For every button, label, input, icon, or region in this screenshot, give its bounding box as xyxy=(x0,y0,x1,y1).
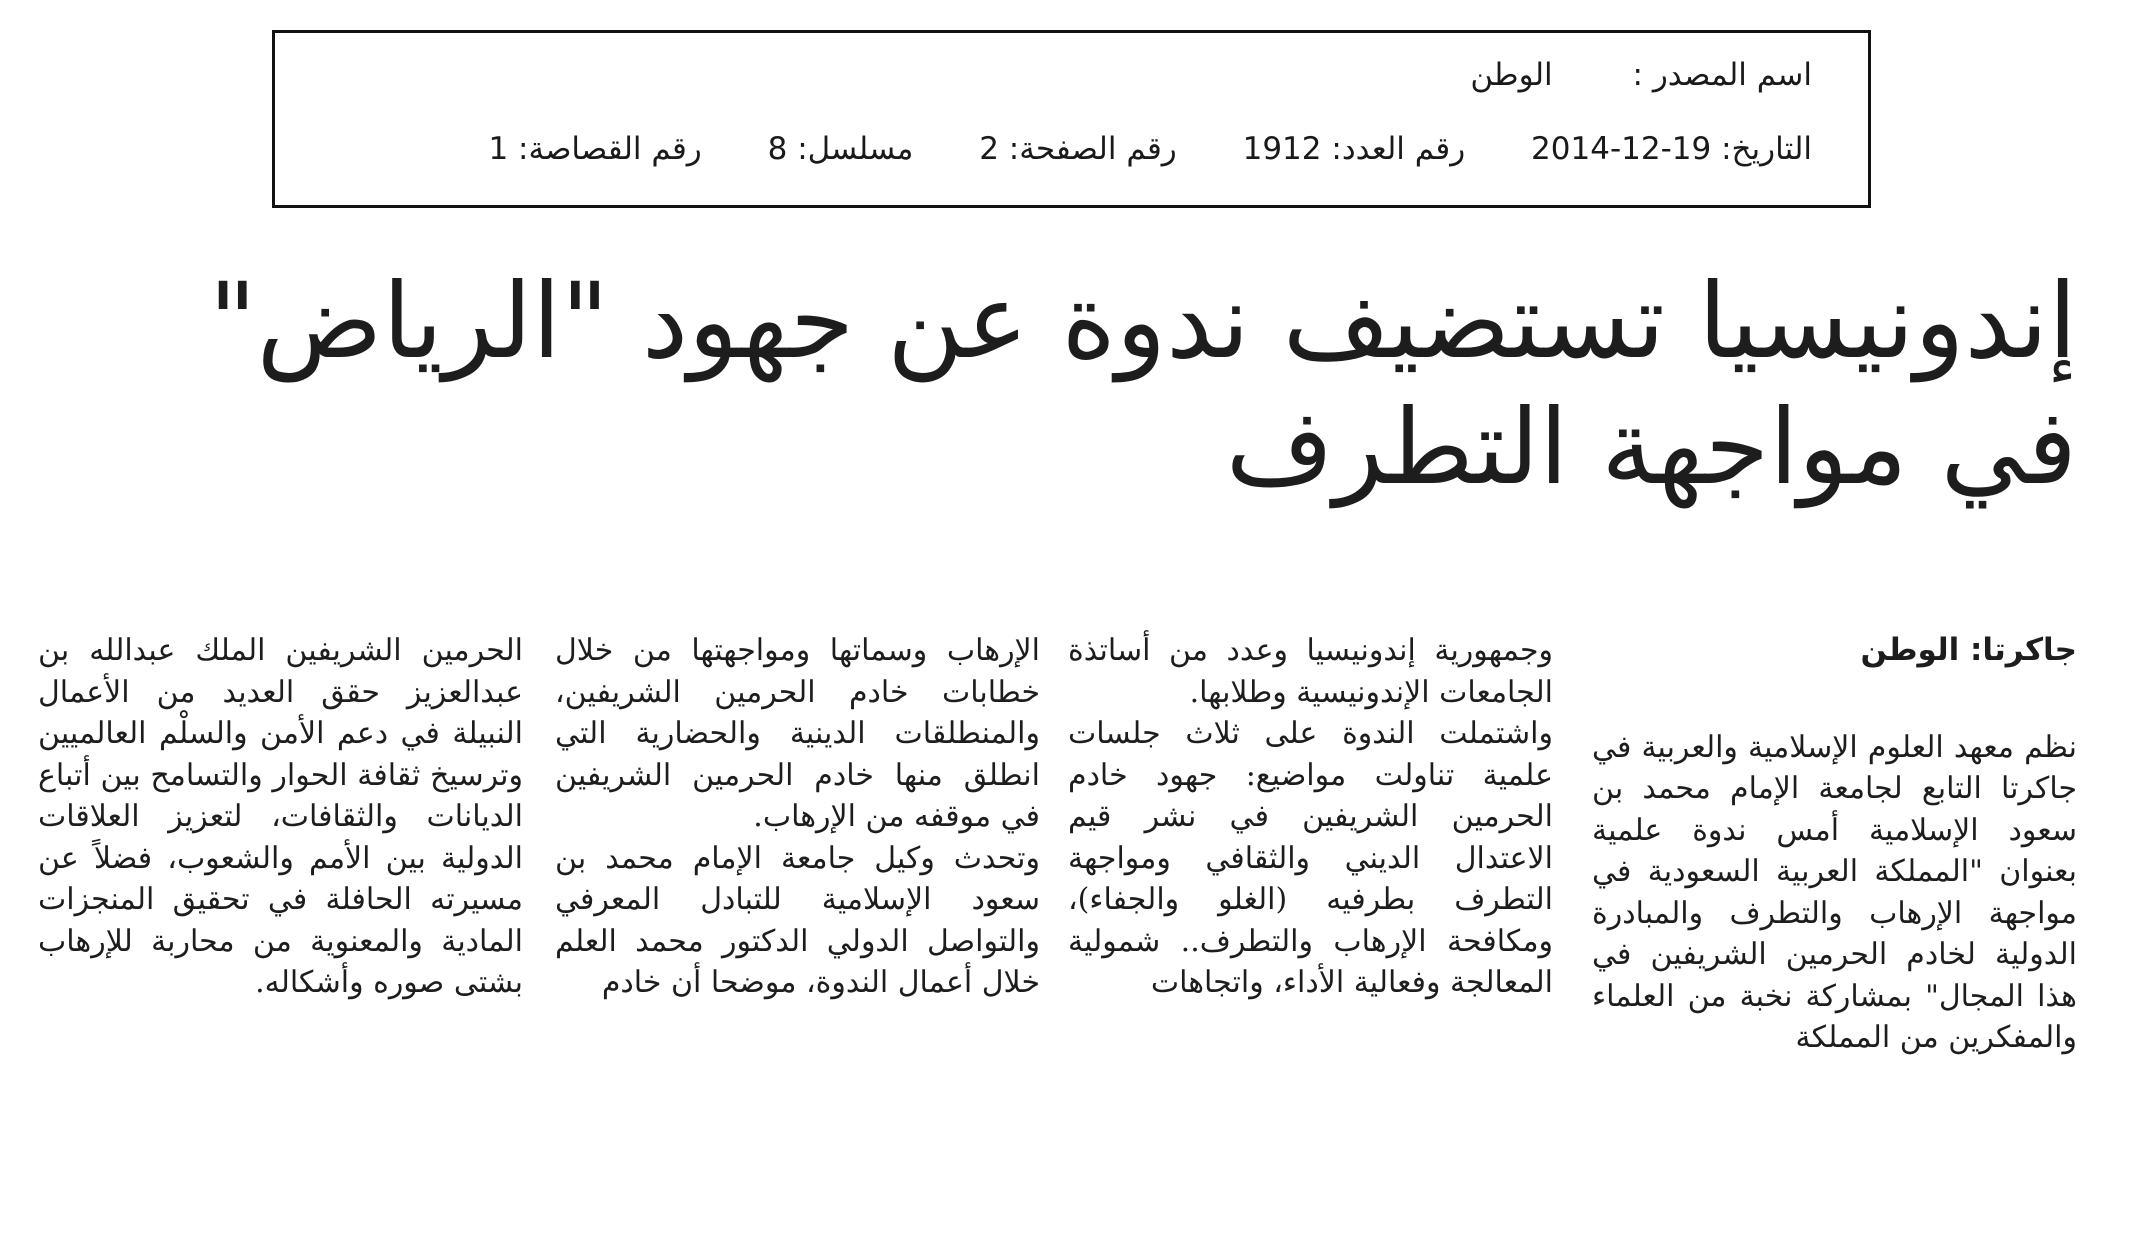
source-info-box xyxy=(272,30,1871,208)
source-label: اسم المصدر : xyxy=(1632,57,1812,93)
article-column-1 xyxy=(1592,630,2077,1059)
issue-details-row xyxy=(488,129,1812,169)
serial-field: مسلسل: 8 xyxy=(767,131,914,167)
article-column-2 xyxy=(1068,630,1553,1004)
column-3-paragraph-1: الإرهاب وسماتها ومواجهتها من خلال خطابات خادم الحرمين الشريفين، والمنطلقات الدينية والحضارية التي انطلق منها خادم الحرمين الشريفين في موقفه من الإرهاب. xyxy=(555,633,1040,834)
column-2-paragraph-1: وجمهورية إندونيسيا وعدد من أساتذة الجامعات الإندونيسية وطلابها. xyxy=(1068,633,1553,710)
article-byline: جاكرتا: الوطن xyxy=(1860,632,2077,668)
date-field: التاريخ: 19-12-2014 xyxy=(1531,131,1812,167)
column-4-text: الحرمين الشريفين الملك عبدالله بن عبدالعزيز حقق العديد من الأعمال النبيلة في دعم الأمن والسلْم العالميين وترسيخ ثقافة الحوار والتسامح بين أتباع الديانات والثقافات، لتعزيز العلاقات الدولية بين الأمم والشعوب، فضلاً عن مسيرته الحافلة في تحقيق المنجزات المادية والمعنوية من محاربة للإرهاب بشتى صوره وأشكاله. xyxy=(38,633,523,1000)
clip-number-field: رقم القصاصة: 1 xyxy=(488,131,702,167)
article-headline: إندونيسيا تستضيف ندوة عن جهود "الرياض" في مواجهة التطرف xyxy=(208,260,2077,508)
column-1-text: نظم معهد العلوم الإسلامية والعربية في جاكرتا التابع لجامعة الإمام محمد بن سعود الإسلامية أمس ندوة علمية بعنوان "المملكة العربية السعودية في مواجهة الإرهاب والتطرف والمبادرة الدولية لخادم الحرمين الشريفين في هذا المجال" بمشاركة نخبة من العلماء والمفكرين من المملكة xyxy=(1592,729,2077,1055)
issue-number-field: رقم العدد: 1912 xyxy=(1242,131,1466,167)
source-row xyxy=(1470,55,1812,95)
article-column-3 xyxy=(555,630,1040,1004)
page-number-field: رقم الصفحة: 2 xyxy=(979,131,1177,167)
column-2-paragraph-2: واشتملت الندوة على ثلاث جلسات علمية تناولت مواضيع: جهود خادم الحرمين الشريفين في نشر قيم الاعتدال الديني والثقافي ومواجهة التطرف بطرفيه (الغلو والجفاء)، ومكافحة الإرهاب والتطرف.. شمولية المعالجة وفعالية الأداء، واتجاهات xyxy=(1068,716,1553,1000)
column-3-paragraph-2: وتحدث وكيل جامعة الإمام محمد بن سعود الإسلامية للتبادل المعرفي والتواصل الدولي الدكتور محمد العلم خلال أعمال الندوة، موضحا أن خادم xyxy=(555,840,1040,1000)
article-column-4 xyxy=(38,630,523,1004)
source-value: الوطن xyxy=(1470,57,1553,93)
